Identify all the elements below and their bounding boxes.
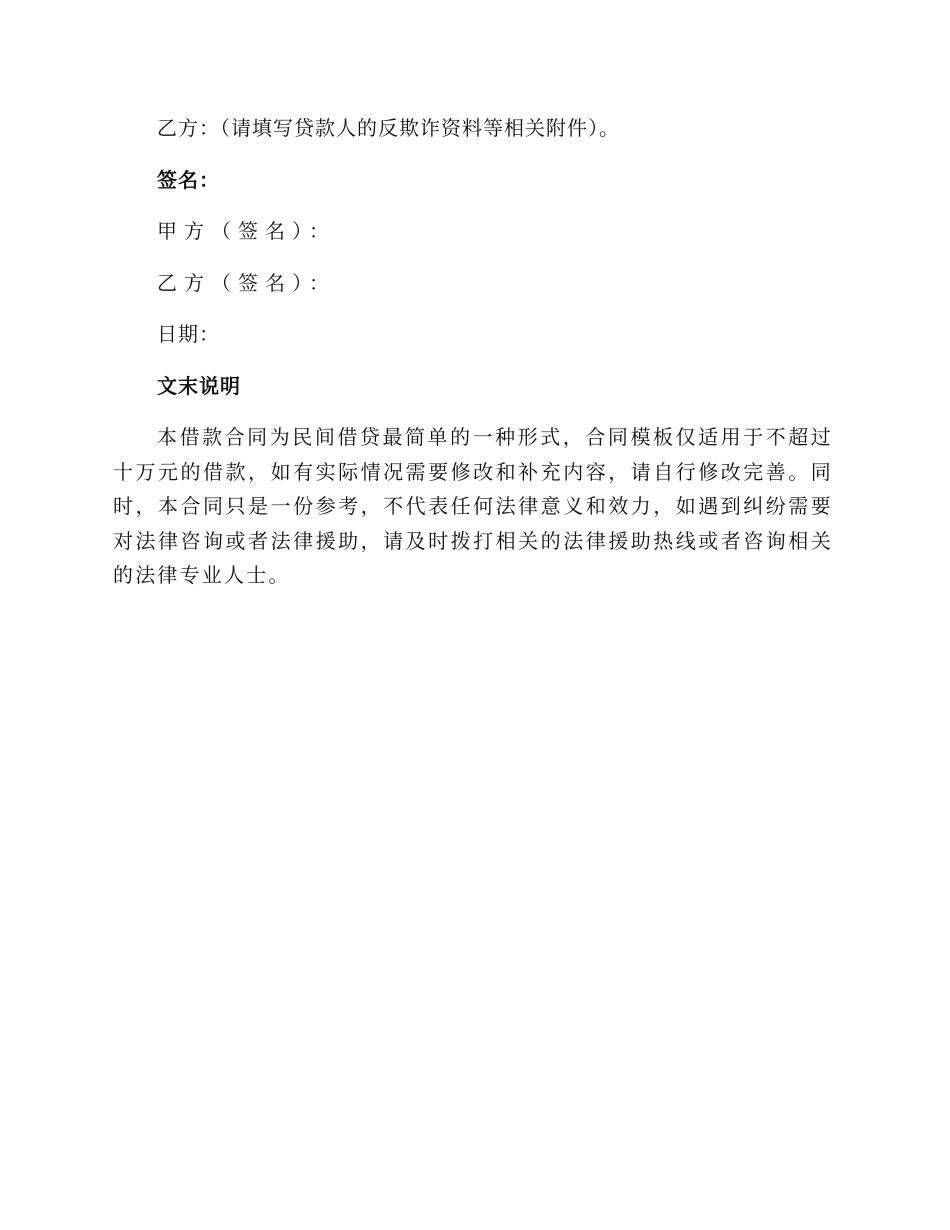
date-line: 日期： bbox=[157, 322, 220, 346]
notes-heading: 文末说明 bbox=[157, 374, 241, 398]
party-a-signature-line: 甲方（签名）： bbox=[157, 219, 336, 243]
signature-heading: 签名： bbox=[157, 168, 220, 192]
party-b-attachment-line: 乙方：（请填写贷款人的反欺诈资料等相关附件）。 bbox=[157, 116, 620, 140]
party-b-signature-line: 乙方（签名）： bbox=[157, 271, 336, 295]
notes-paragraph: 本借款合同为民间借贷最简单的一种形式，合同模板仅适用于不超过十万元的借款，如有实际情况需要修改和补充内容，请自行修改完善。同时，本合同只是一份参考，不代表任何法律意义和效力，如遇到纠纷需要对法律咨询或者法律援助，请及时拨打相关的法律援助热线或者咨询相关的法律专业人士。 bbox=[113, 425, 833, 587]
